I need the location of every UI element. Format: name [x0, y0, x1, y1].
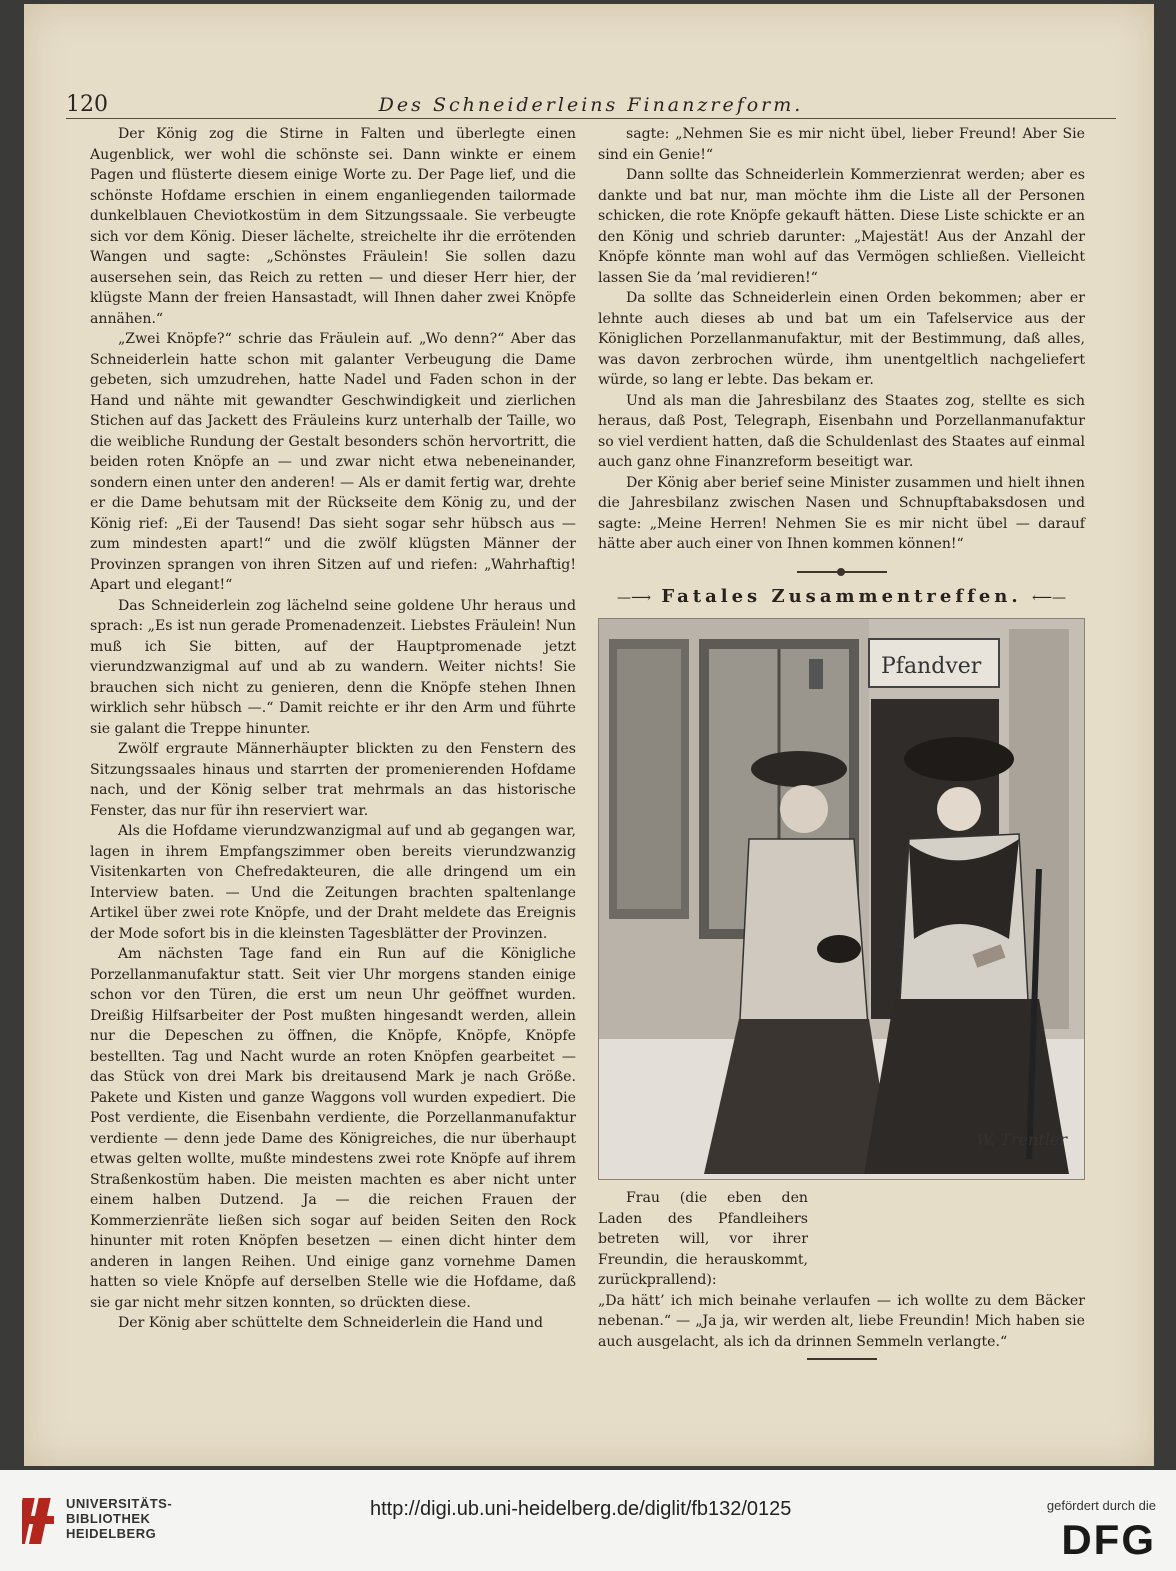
section-title-text: Fatales Zusammentreffen.	[661, 585, 1022, 607]
paragraph: Der König zog die Stirne in Falten und überlegte einen Augenblick, wer wohl die schönste sei. Dann winkte er einem Pagen und flüsterte diesem einige Worte zu. Der Page lief, und die schönste Hofdame erschien in einem enganliegenden tailormade dunkelblauen Cheviotkostüm in dem Sitzungssaale. Sie verbeugte sich vor dem König. Dieser lächelte, streichelte ihr die errötenden Wangen und sagte: „Schönstes Fräulein! Sie sollen dazu ausersehen sein, das Reich zu retten — und dieser Herr hier, der klügste Mann der freien Hansastadt, will Ihnen daher zwei Knöpfe annähen.“	[90, 126, 576, 327]
paragraph: Als die Hofdame vierundzwanzigmal auf und ab gegangen war, lagen in ihrem Empfangszimmer oben bereits vierundzwanzig Visitenkarten von Chefredakteuren, die alle dringend um ein Interview baten. — Und die Zeitungen brachten spaltenlange Artikel über zwei rote Knöpfe, und der Draht meldete das Ereignis der Mode sofort bis in die kleinsten Tagesblätter der Provinzen.	[90, 823, 576, 942]
caption	[598, 1130, 1085, 1360]
university-library-name	[66, 1496, 172, 1541]
caption-rest: „Da hätt’ ich mich beinahe verlaufen — ich wollte zu dem Bäcker nebenan.“ — „Ja ja, wir werden alt, liebe Freundin! Mich haben sie auch ausgelacht, als ich da drinnen Semmeln verlangte.“	[598, 1292, 1085, 1350]
paragraph: Und als man die Jahresbilanz des Staates zog, stellte es sich heraus, daß Post, Telegraph, Eisenbahn und Porzellanmanufaktur so viel verdient hatten, daß die Schuldenlast des Staates auf einmal auch ganz ohne Finanzreform beseitigt war.	[598, 392, 1085, 470]
paragraph: Der König aber berief seine Minister zusammen und hielt ihnen die Jahresbilanz zwischen Nasen und Schnupftabaksdosen und sagte: „Meine Herren! Nehmen Sie es mir nicht übel — darauf hätte aber auch einer von Ihnen kommen können!“	[598, 474, 1085, 552]
title-arrow-left: —⟶	[616, 589, 652, 606]
library-line-3: HEIDELBERG	[66, 1526, 157, 1541]
footer-bar	[0, 1470, 1176, 1571]
caption-lead: Frau (die eben den Laden des Pfandleihers betreten will, vor ihrer Freundin, die herauskommt, zurückprallend):	[598, 1190, 808, 1288]
paragraph: Am nächsten Tage fand ein Run auf die Königliche Porzellanmanufaktur statt. Seit vier Uhr morgens standen einige schon vor den Türen, die erst um neun Uhr geöffnet wurden. Dreißig Hilfsarbeiter der Post mußten hingesandt werden, allein nur die Depeschen zu öffnen, die Knöpfe, Knöpfe, Knöpfe bestellten. Tag und Nacht wurde an roten Knöpfen gearbeitet — das Stück von drei Mark bis dreitausend Mark je nach Größe. Pakete und Kisten und ganze Waggons voll wurden expediert. Die Post verdiente, die Eisenbahn verdiente, die Porzellanmanufaktur verdiente — denn jede Dame des Königreiches, die nur überhaupt etwas gelten wollte, mußte mindestens zwei rote Knöpfe auf ihrem Straßenkostüm haben. Die meisten machten es aber nicht unter einem halben Dutzend. Ja — die reichen Frauen der Kommerzienräte ließen sich sogar auf beiden Seiten den Rock hinunter mit roten Knöpfen besetzen — einen dicht hinter dem anderen in langen Reihen. Und einige ganz vornehme Damen hatten so viele Knöpfe auf derselben Stelle wie die Hofdame, daß sie gar nicht mehr sitzen konnten, so drückten diese.	[90, 946, 576, 1311]
paragraph: Der König aber schüttelte dem Schneiderlein die Hand und	[118, 1315, 544, 1331]
section-title	[598, 587, 1085, 609]
page-number: 120	[66, 92, 108, 117]
paragraph: Da sollte das Schneiderlein einen Orden bekommen; aber er lehnte auch dieses ab und bat um ein Tafelservice aus der Königlichen Porzellanmanufaktur, mit der Bestimmung, daß alles, was davon zerbrochen würde, ihm unentgeltlich nachgeliefert würde, so lang er lebte. Das bekam er.	[598, 290, 1085, 388]
funding-label: gefördert durch die	[1046, 1498, 1156, 1513]
library-line-1: UNIVERSITÄTS-	[66, 1496, 173, 1511]
paragraph: Das Schneiderlein zog lächelnd seine goldene Uhr heraus und sprach: „Es ist nun gerade Promenadenzeit. Liebstes Fräulein! Nun muß ich Sie bitten, auf der Hauptpromenade jetzt vierundzwanzigmal auf und ab zu wandern. Weiter nichts! Sie brauchen sich nicht zu genieren, denn die Knöpfe stehen Ihnen wirklich sehr hübsch —.“ Damit reichte er ihr den Arm und führte sie galant die Treppe hinunter.	[90, 597, 576, 737]
paragraph: „Zwei Knöpfe?“ schrie das Fräulein auf. „Wo denn?“ Aber das Schneiderlein hatte schon mit galanter Verbeugung die Dame gebeten, sich umzudrehen, hatte Nadel und Faden schon in der Hand und nähte mit gewandter Geschwindigkeit und zierlichen Stichen auf das Jackett des Fräuleins kurz unterhalb der Taille, wo die weibliche Rundung der Gestalt besonders schön hervortritt, die beiden roten Knöpfe an — und zwar nicht etwa nebeneinander, sondern einen unter den anderen! — Als er damit fertig war, drehte er die Dame behutsam mit der Rückseite dem König zu, und der König rief: „Ei der Tausend! Das sieht sogar sehr hübsch aus — zum mindesten apart!“ und die zwölf klügsten Männer der Provinzen sprangen von ihren Sitzen auf und riefen: „Wahrhaftig! Apart und elegant!“	[90, 331, 576, 593]
library-line-2: BIBLIOTHEK	[66, 1511, 151, 1526]
document-url-link[interactable]: http://digi.ub.uni-heidelberg.de/diglit/fb132/0125	[370, 1498, 792, 1520]
paragraph: sagte: „Nehmen Sie es mir nicht übel, lieber Freund! Aber Sie sind ein Genie!“	[598, 126, 1085, 163]
university-library-logo-icon	[22, 1492, 60, 1548]
end-rule	[807, 1358, 877, 1360]
caption-indented	[598, 1188, 808, 1291]
running-title: Des Schneiderleins Finanzreform.	[378, 94, 804, 116]
title-arrow-right: ⟵—	[1031, 589, 1067, 606]
left-column	[90, 124, 576, 1334]
page-header	[66, 90, 1116, 120]
illustration-drawing	[599, 619, 1084, 1179]
dfg-logo: DFG	[1061, 1516, 1156, 1563]
paragraph: Zwölf ergraute Männerhäupter blickten zu den Fenstern des Sitzungssaales hinaus und starrten der promenierenden Hofdame nach, und der König selber trat mehrmals an das historische Fenster, das nur für ihn reserviert war.	[90, 741, 576, 819]
right-column	[598, 124, 1085, 1360]
illustration	[598, 618, 1085, 1180]
paragraph: Dann sollte das Schneiderlein Kommerzienrat werden; aber es dankte und bat nur, man möchte ihm die Liste all der Personen schicken, die rote Knöpfe gekauft hätten. Diese Liste schickte er an den König und schrieb darunter: „Majestät! Aus der Anzahl der Knöpfe könnte man wohl auf das Vermögen schließen. Vielleicht lassen Sie da ’mal revidieren!“	[598, 167, 1085, 286]
artist-signature: W. Trentler	[976, 1130, 1067, 1149]
shop-sign: Pfandver	[881, 654, 982, 679]
header-rule	[66, 118, 1116, 119]
section-divider	[797, 571, 887, 573]
